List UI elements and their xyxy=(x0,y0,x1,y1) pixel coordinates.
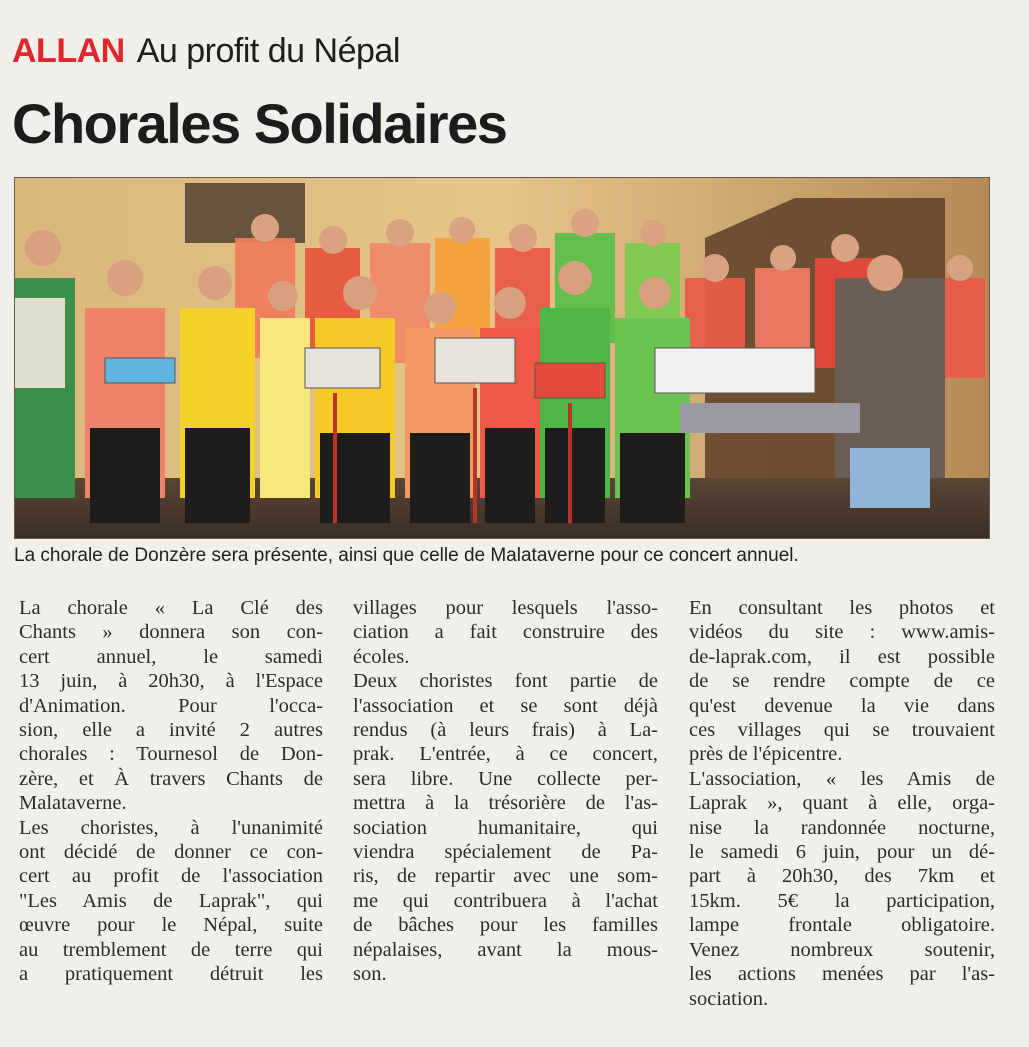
text-line: les actions menées par l'as- xyxy=(689,963,995,986)
text-line: Laprak », quant à elle, orga- xyxy=(689,792,995,815)
text-line: ciation a fait construire des xyxy=(353,621,658,644)
text-line: l'association et se sont déjà xyxy=(353,694,658,717)
choir-photo xyxy=(14,177,990,539)
text-line: L'association, « les Amis de xyxy=(689,767,995,790)
text-line: 13 juin, à 20h30, à l'Espace xyxy=(19,670,323,693)
text-line: La chorale « La Clé des xyxy=(19,597,323,619)
kicker-location: ALLAN xyxy=(12,32,125,70)
text-line: près de l'épicentre. xyxy=(689,743,843,766)
text-line: de-laprak.com, il est possible xyxy=(689,645,995,668)
text-line: part à 20h30, des 7km et xyxy=(689,865,995,888)
text-line: cert annuel, le samedi xyxy=(19,645,323,668)
text-line: "Les Amis de Laprak", qui xyxy=(19,889,323,912)
text-line: de bâches pour les familles xyxy=(353,914,658,937)
text-line: vidéos du site : www.amis- xyxy=(689,621,995,644)
text-line: chorales : Tournesol de Don- xyxy=(19,743,323,766)
text-line: qu'est devenue la vie dans xyxy=(689,694,995,717)
text-line: écoles. xyxy=(353,645,410,668)
article-headline: Chorales Solidaires xyxy=(12,92,507,155)
text-line: ont décidé de donner ce con- xyxy=(19,841,323,864)
article-column-2 xyxy=(353,596,658,987)
text-line: sera libre. Une collecte per- xyxy=(353,767,658,790)
text-line: au tremblement de terre qui xyxy=(19,938,323,961)
text-line: de se rendre compte de ce xyxy=(689,670,995,693)
text-line: le samedi 6 juin, pour un dé- xyxy=(689,841,995,864)
text-line: rendus (à leurs frais) à La- xyxy=(353,719,658,742)
text-line: Venez nombreux soutenir, xyxy=(689,938,995,961)
text-line: sociation. xyxy=(689,987,769,1010)
text-line: Deux choristes font partie de xyxy=(353,670,658,693)
photo-caption: La chorale de Donzère sera présente, ainsi que celle de Malataverne pour ce concert annuel. xyxy=(14,545,799,566)
text-line: villages pour lesquels l'asso- xyxy=(353,597,658,619)
article-kicker xyxy=(12,30,400,72)
text-line: viendra spécialement de Pa- xyxy=(353,841,658,864)
text-line: a pratiquement détruit les xyxy=(19,963,323,986)
text-line: cert au profit de l'association xyxy=(19,865,323,888)
article-column-3 xyxy=(689,596,995,1011)
text-line: mettra à la trésorière de l'as- xyxy=(353,792,658,815)
text-line: nise la randonnée nocturne, xyxy=(689,816,995,839)
text-line: Malataverne. xyxy=(19,792,127,815)
text-line: prak. L'entrée, à ce concert, xyxy=(353,743,658,766)
article-column-1 xyxy=(19,596,323,987)
kicker-topic: Au profit du Népal xyxy=(136,32,400,70)
text-line: Les choristes, à l'unanimité xyxy=(19,816,323,839)
text-line: d'Animation. Pour l'occa- xyxy=(19,694,323,717)
text-line: népalaises, avant la mous- xyxy=(353,938,658,961)
text-line: Chants » donnera son con- xyxy=(19,621,323,644)
text-line: ces villages qui se trouvaient xyxy=(689,719,995,742)
text-line: sociation humanitaire, qui xyxy=(353,816,658,839)
text-line: sion, elle a invité 2 autres xyxy=(19,719,323,742)
text-line: son. xyxy=(353,963,387,986)
text-line: me qui contribuera à l'achat xyxy=(353,889,658,912)
text-line: ris, de repartir avec une som- xyxy=(353,865,658,888)
text-line: lampe frontale obligatoire. xyxy=(689,914,995,937)
text-line: 15km. 5€ la participation, xyxy=(689,889,995,912)
text-line: œuvre pour le Népal, suite xyxy=(19,914,323,937)
text-line: zère, et À travers Chants de xyxy=(19,767,323,790)
text-line: En consultant les photos et xyxy=(689,597,995,619)
